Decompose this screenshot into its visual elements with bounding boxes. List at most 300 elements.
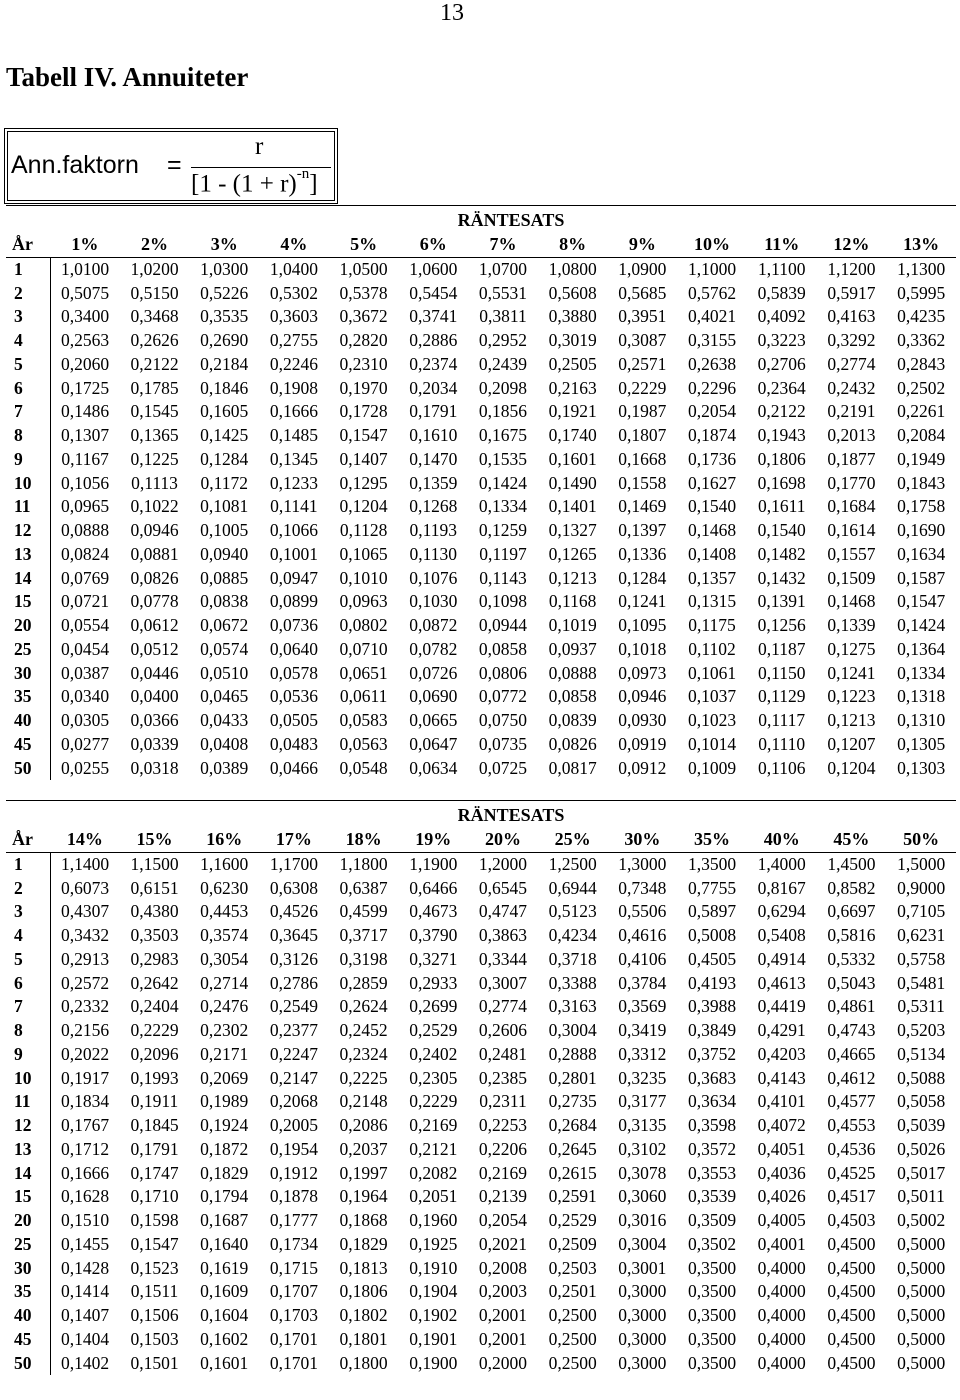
annuity-factor-cell: 0,1364 — [897, 638, 946, 659]
year-cell: 12 — [6, 519, 50, 543]
annuity-factor-cell: 0,1225 — [130, 448, 179, 469]
heading-rule — [6, 800, 956, 801]
annuity-factor-cell: 0,0305 — [61, 710, 110, 730]
rate-column-header: 14% — [50, 828, 120, 852]
annuity-factor-cell: 0,1701 — [269, 1352, 318, 1373]
annuity-factor-cell: 1,4000 — [757, 853, 806, 874]
annuity-factor-cell: 0,0772 — [478, 686, 528, 707]
annuity-factor-cell: 0,3988 — [687, 996, 737, 1017]
annuity-factor-cell: 0,1315 — [687, 591, 737, 612]
annuity-factor-cell: 0,1501 — [130, 1352, 179, 1373]
annuity-factor-cell: 0,6545 — [478, 877, 528, 898]
annuity-factor-cell: 0,1725 — [61, 377, 110, 398]
annuity-factor-cell: 0,1758 — [897, 496, 946, 517]
annuity-factor-cell: 0,0446 — [130, 662, 179, 683]
annuity-factor-cell: 0,1334 — [478, 496, 528, 517]
rate-heading — [6, 209, 956, 231]
annuity-factor-cell: 0,5203 — [897, 1020, 946, 1040]
annuity-factor-cell: 0,0454 — [61, 638, 110, 659]
annuity-factor-cell: 0,4001 — [757, 1233, 806, 1254]
annuity-factor-cell: 0,3569 — [618, 996, 667, 1017]
table-row — [6, 852, 956, 876]
annuity-factor-cell: 0,2084 — [897, 425, 946, 445]
table-row — [6, 1019, 956, 1043]
annuity-factor-cell: 0,3574 — [200, 925, 249, 945]
annuity-factor-cell: 0,1407 — [339, 448, 388, 469]
annuity-factor-cell: 0,2500 — [548, 1352, 597, 1373]
annuity-factor-cell: 0,2225 — [339, 1067, 388, 1088]
annuity-factor-cell: 0,2247 — [269, 1043, 318, 1064]
annuity-factor-cell: 0,2253 — [478, 1115, 528, 1135]
annuity-factor-cell: 0,5043 — [827, 972, 876, 993]
annuity-factor-cell: 0,0782 — [409, 638, 458, 659]
annuity-factor-cell: 0,2591 — [548, 1186, 597, 1207]
annuity-factor-cell: 0,4914 — [757, 948, 806, 969]
annuity-factor-cell: 0,1547 — [897, 591, 946, 612]
annuity-factor-cell: 0,3004 — [548, 1020, 597, 1040]
annuity-factor-cell: 0,1407 — [61, 1305, 110, 1325]
annuity-factor-cell: 0,1402 — [61, 1352, 110, 1373]
rate-column-header: 4% — [259, 233, 329, 257]
year-cell: 30 — [6, 662, 50, 686]
annuity-factor-cell: 0,3500 — [687, 1352, 737, 1373]
annuity-factor-cell: 0,4526 — [269, 901, 318, 922]
annuity-factor-cell: 0,1187 — [757, 638, 806, 659]
year-cell: 1 — [6, 852, 50, 876]
annuity-factor-cell: 0,1076 — [409, 567, 458, 588]
annuity-factor-cell: 0,1924 — [200, 1115, 249, 1135]
annuity-factor-cell: 0,1256 — [757, 615, 806, 635]
annuity-factor-cell: 0,1666 — [61, 1162, 110, 1183]
annuity-factor-cell: 0,1014 — [687, 733, 737, 754]
annuity-factor-cell: 0,0483 — [269, 733, 318, 754]
annuity-factor-cell: 0,1703 — [269, 1305, 318, 1325]
annuity-factor-cell: 0,6308 — [269, 877, 318, 898]
annuity-factor-cell: 0,3863 — [478, 925, 528, 945]
annuity-factor-cell: 0,0578 — [269, 662, 318, 683]
annuity-factor-cell: 0,1365 — [130, 425, 179, 445]
year-cell: 8 — [6, 424, 50, 448]
annuity-factor-cell: 0,4665 — [827, 1043, 876, 1064]
annuity-factor-cell: 0,0612 — [130, 615, 179, 635]
annuity-factor-cell: 0,2311 — [479, 1091, 527, 1112]
annuity-factor-cell: 0,2184 — [200, 353, 249, 374]
annuity-factor-cell: 0,5531 — [478, 282, 528, 303]
year-cell: 45 — [6, 1328, 50, 1352]
annuity-factor-cell: 0,2439 — [478, 353, 528, 374]
annuity-factor-cell: 0,4106 — [618, 948, 667, 969]
annuity-factor-cell: 0,0548 — [339, 757, 388, 778]
annuity-factor-cell: 0,1687 — [200, 1210, 249, 1230]
annuity-factor-cell: 0,4380 — [130, 901, 179, 922]
annuity-factor-cell: 0,6697 — [827, 901, 876, 922]
table-row — [6, 1138, 956, 1162]
annuity-factor-cell: 0,0802 — [339, 615, 388, 635]
annuity-factor-cell: 0,1602 — [200, 1328, 249, 1349]
annuity-factor-cell: 0,3060 — [618, 1186, 667, 1207]
annuity-factor-cell: 0,2500 — [548, 1305, 597, 1325]
table-row — [6, 1162, 956, 1186]
annuity-factor-cell: 0,1469 — [618, 496, 667, 517]
annuity-factor-cell: 0,3718 — [548, 948, 597, 969]
annuity-factor-cell: 0,1305 — [897, 733, 946, 754]
annuity-factor-cell: 0,0769 — [61, 567, 110, 588]
annuity-factor-cell: 0,1150 — [757, 662, 806, 683]
annuity-factor-cell: 0,1129 — [757, 686, 806, 707]
annuity-factor-cell: 0,1081 — [200, 496, 249, 517]
annuity-factor-cell: 0,5302 — [269, 282, 318, 303]
year-column-header: År — [6, 828, 50, 852]
annuity-factor-cell: 0,0937 — [548, 638, 597, 659]
annuity-factor-cell: 0,1307 — [61, 425, 110, 445]
annuity-factor-cell: 0,3603 — [269, 306, 318, 327]
annuity-factor-cell: 0,1943 — [757, 425, 806, 445]
annuity-factor-cell: 0,1408 — [687, 543, 737, 564]
annuity-factor-cell: 0,4026 — [757, 1186, 806, 1207]
annuity-factor-cell: 0,1455 — [61, 1233, 110, 1254]
annuity-factor-cell: 0,4092 — [757, 306, 806, 327]
annuity-factor-cell: 0,1213 — [548, 567, 597, 588]
annuity-factor-cell: 0,1829 — [200, 1162, 249, 1183]
annuity-factor-cell: 0,1428 — [61, 1257, 110, 1278]
annuity-factor-cell: 0,1095 — [618, 615, 667, 635]
annuity-factor-cell: 0,3419 — [618, 1020, 667, 1040]
annuity-factor-cell: 0,4616 — [618, 925, 667, 945]
annuity-factor-cell: 0,2690 — [200, 330, 249, 350]
annuity-factor-cell: 0,3054 — [200, 948, 249, 969]
rate-column-header: 20% — [468, 828, 538, 852]
annuity-factor-cell: 0,0318 — [130, 757, 179, 778]
annuity-factor-cell: 0,1117 — [758, 710, 806, 730]
annuity-factor-cell: 0,3535 — [200, 306, 249, 327]
annuity-factor-cell: 0,1801 — [339, 1328, 388, 1349]
annuity-factor-cell: 0,1901 — [409, 1328, 458, 1349]
annuity-factor-cell: 0,4000 — [757, 1328, 806, 1349]
annuity-factor-cell: 0,1628 — [61, 1186, 110, 1207]
annuity-factor-cell: 0,0563 — [339, 733, 388, 754]
year-cell: 15 — [6, 590, 50, 614]
annuity-factor-cell: 0,3000 — [618, 1281, 667, 1302]
annuity-factor-cell: 0,1668 — [618, 448, 667, 469]
annuity-factor-cell: 0,2638 — [687, 353, 737, 374]
annuity-factor-cell: 0,0912 — [618, 757, 667, 778]
annuity-factor-cell: 1,2500 — [548, 853, 597, 874]
annuity-factor-cell: 0,4747 — [478, 901, 528, 922]
rate-column-header: 50% — [886, 828, 956, 852]
annuity-factor-cell: 0,3000 — [618, 1305, 667, 1325]
annuity-factor-cell: 1,0700 — [478, 258, 528, 279]
annuity-factor-cell: 0,2774 — [827, 353, 876, 374]
table-row — [6, 257, 956, 281]
annuity-factor-cell: 0,5995 — [897, 282, 946, 303]
annuity-factor-cell: 0,0505 — [269, 710, 318, 730]
annuity-factor-cell: 0,2500 — [548, 1328, 597, 1349]
table-row — [6, 1114, 956, 1138]
annuity-factor-cell: 0,5816 — [827, 925, 876, 945]
annuity-factor-cell: 1,1300 — [897, 258, 946, 279]
annuity-factor-cell: 0,3292 — [827, 330, 876, 350]
annuity-factor-cell: 0,2060 — [61, 353, 110, 374]
annuity-factor-cell: 0,0465 — [200, 686, 249, 707]
annuity-factor-cell: 0,1172 — [200, 472, 248, 493]
annuity-factor-cell: 0,1233 — [269, 472, 318, 493]
annuity-factor-cell: 0,4291 — [757, 1020, 806, 1040]
annuity-factor-cell: 0,3078 — [618, 1162, 667, 1183]
annuity-factor-cell: 0,1303 — [897, 757, 946, 778]
annuity-table — [6, 828, 956, 1375]
annuity-factor-cell: 0,3004 — [618, 1233, 667, 1254]
table-row — [6, 472, 956, 496]
annuity-factor-cell: 0,0640 — [269, 638, 318, 659]
annuity-factor-cell: 0,2000 — [478, 1352, 528, 1373]
annuity-factor-cell: 0,1925 — [409, 1233, 458, 1254]
annuity-factor-cell: 0,3126 — [269, 948, 318, 969]
annuity-factor-cell: 0,1675 — [478, 425, 528, 445]
annuity-factor-cell: 0,1535 — [478, 448, 528, 469]
table-row — [6, 948, 956, 972]
annuity-factor-cell: 0,1728 — [339, 401, 388, 422]
annuity-factor-cell: 0,4101 — [757, 1091, 806, 1112]
annuity-factor-cell: 0,3432 — [61, 925, 110, 945]
annuity-factor-cell: 0,0726 — [409, 662, 458, 683]
annuity-factor-cell: 0,2082 — [409, 1162, 458, 1183]
annuity-factor-cell: 0,3572 — [687, 1138, 737, 1159]
annuity-factor-cell: 1,1400 — [61, 853, 110, 874]
annuity-factor-cell: 0,4072 — [757, 1115, 806, 1135]
annuity-factor-cell: 0,3271 — [409, 948, 458, 969]
annuity-factor-cell: 0,2699 — [409, 996, 458, 1017]
annuity-factor-cell: 0,4021 — [687, 306, 737, 327]
table-row — [6, 1209, 956, 1233]
annuity-factor-cell: 0,1707 — [269, 1281, 318, 1302]
rate-column-header: 18% — [329, 828, 399, 852]
annuity-factor-cell: 0,2169 — [478, 1162, 528, 1183]
annuity-factor-cell: 0,1987 — [618, 401, 667, 422]
annuity-factor-cell: 0,2001 — [478, 1328, 528, 1349]
annuity-factor-cell: 0,1712 — [61, 1138, 110, 1159]
annuity-factor-cell: 0,7348 — [618, 877, 667, 898]
annuity-factor-cell: 0,1598 — [130, 1210, 179, 1230]
annuity-factor-cell: 0,6294 — [757, 901, 806, 922]
rate-column-header: 35% — [677, 828, 747, 852]
annuity-factor-cell: 0,1284 — [618, 567, 667, 588]
annuity-factor-cell: 0,1911 — [130, 1091, 179, 1112]
annuity-factor-cell: 0,4553 — [827, 1115, 876, 1135]
annuity-factor-cell: 0,0721 — [61, 591, 110, 612]
year-cell: 20 — [6, 614, 50, 638]
year-cell: 4 — [6, 329, 50, 353]
annuity-factor-cell: 0,0710 — [339, 638, 388, 659]
annuity-factor-cell: 0,1777 — [269, 1210, 318, 1230]
year-cell: 50 — [6, 1352, 50, 1376]
annuity-factor-cell: 0,1619 — [200, 1257, 249, 1278]
annuity-factor-cell: 0,1018 — [618, 638, 667, 659]
year-cell: 6 — [6, 377, 50, 401]
annuity-factor-cell: 0,1993 — [130, 1067, 179, 1088]
annuity-factor-cell: 0,1634 — [897, 543, 946, 564]
annuity-factor-cell: 0,1740 — [548, 425, 597, 445]
annuity-factor-cell: 0,2571 — [618, 353, 667, 374]
annuity-factor-cell: 0,1640 — [200, 1233, 249, 1254]
annuity-factor-cell: 0,3087 — [618, 330, 667, 350]
year-cell: 14 — [6, 1162, 50, 1186]
annuity-factor-cell: 0,7105 — [897, 901, 946, 922]
annuity-factor-cell: 0,2051 — [409, 1186, 458, 1207]
annuity-factor-cell: 0,5481 — [897, 972, 946, 993]
annuity-factor-cell: 0,1241 — [827, 662, 876, 683]
annuity-factor-cell: 0,1960 — [409, 1210, 458, 1230]
annuity-factor-cell: 0,2684 — [548, 1115, 597, 1135]
annuity-factor-cell: 0,2843 — [897, 353, 946, 374]
annuity-factor-cell: 0,2404 — [130, 996, 179, 1017]
annuity-factor-cell: 0,1791 — [130, 1138, 179, 1159]
annuity-factor-cell: 0,4000 — [757, 1305, 806, 1325]
annuity-factor-cell: 0,0536 — [269, 686, 318, 707]
annuity-factor-cell: 0,1710 — [130, 1186, 179, 1207]
annuity-factor-cell: 0,1130 — [409, 543, 458, 564]
year-cell: 4 — [6, 924, 50, 948]
annuity-factor-cell: 1,1000 — [687, 258, 737, 279]
annuity-factor-cell: 0,1065 — [339, 543, 388, 564]
annuity-factor-cell: 0,2147 — [269, 1067, 318, 1088]
formula-equals: = — [167, 151, 182, 179]
annuity-factor-cell: 0,4577 — [827, 1091, 876, 1112]
annuity-factor-cell: 0,2645 — [548, 1138, 597, 1159]
annuity-factor-cell: 0,1794 — [200, 1186, 249, 1207]
formula-exponent: -n — [296, 166, 310, 182]
annuity-factor-cell: 0,1666 — [269, 401, 318, 422]
annuity-factor-cell: 0,1834 — [61, 1091, 110, 1112]
formula-denominator-close: ] — [309, 170, 318, 198]
annuity-factor-cell: 0,1506 — [130, 1305, 179, 1325]
annuity-factor-cell: 0,0750 — [478, 710, 528, 730]
rate-column-header: 40% — [747, 828, 817, 852]
annuity-factor-cell: 0,2302 — [200, 1020, 249, 1040]
annuity-factor-cell: 1,0900 — [618, 258, 667, 279]
annuity-factor-cell: 0,2563 — [61, 330, 110, 350]
annuity-factor-cell: 0,4036 — [757, 1162, 806, 1183]
annuity-factor-cell: 0,1310 — [897, 710, 946, 730]
annuity-factor-cell: 1,0300 — [200, 258, 249, 279]
annuity-factor-cell: 0,2332 — [61, 996, 110, 1017]
annuity-factor-cell: 0,1009 — [687, 757, 737, 778]
annuity-factor-cell: 0,2191 — [827, 401, 876, 422]
annuity-factor-cell: 0,5000 — [897, 1281, 946, 1302]
annuity-factor-cell: 0,1547 — [339, 425, 388, 445]
rate-column-header: 8% — [538, 233, 608, 257]
annuity-factor-cell: 0,1213 — [827, 710, 876, 730]
annuity-factor-cell: 0,0665 — [409, 710, 458, 730]
annuity-factor-cell: 0,1997 — [339, 1162, 388, 1183]
table-row — [6, 305, 956, 329]
annuity-factor-cell: 0,2139 — [478, 1186, 528, 1207]
formula-denominator — [191, 166, 318, 198]
annuity-factor-cell: 0,1336 — [618, 543, 667, 564]
annuity-factor-cell: 0,1414 — [61, 1281, 110, 1302]
annuity-factor-cell: 0,2122 — [130, 353, 179, 374]
annuity-factor-cell: 0,2624 — [339, 996, 388, 1017]
annuity-factor-cell: 0,2913 — [61, 948, 110, 969]
year-cell: 1 — [6, 257, 50, 281]
annuity-factor-cell: 0,1339 — [827, 615, 876, 635]
annuity-factor-cell: 0,1023 — [687, 710, 737, 730]
annuity-factor-cell: 0,4517 — [827, 1186, 876, 1207]
annuity-factor-cell: 0,2022 — [61, 1043, 110, 1064]
annuity-factor-cell: 0,5332 — [827, 948, 876, 969]
rate-column-header: 1% — [50, 233, 120, 257]
annuity-factor-cell: 0,0881 — [130, 543, 179, 564]
rate-column-header: 6% — [398, 233, 468, 257]
year-cell: 3 — [6, 900, 50, 924]
annuity-factor-cell: 0,3634 — [687, 1091, 737, 1112]
annuity-factor-cell: 0,5000 — [897, 1305, 946, 1325]
annuity-factor-cell: 0,0647 — [409, 733, 458, 754]
annuity-factor-cell: 0,0806 — [478, 662, 528, 683]
annuity-factor-cell: 0,2714 — [200, 972, 249, 993]
annuity-factor-cell: 0,1807 — [618, 425, 667, 445]
annuity-factor-cell: 0,3155 — [687, 330, 737, 350]
annuity-factor-cell: 0,2005 — [269, 1115, 318, 1135]
annuity-factor-cell: 0,1175 — [688, 615, 736, 635]
annuity-factor-cell: 0,3500 — [687, 1257, 737, 1278]
annuity-factor-cell: 0,0400 — [130, 686, 179, 707]
annuity-factor-cell: 0,0965 — [61, 496, 110, 517]
annuity-factor-cell: 0,4743 — [827, 1020, 876, 1040]
annuity-factor-cell: 0,4000 — [757, 1352, 806, 1373]
annuity-factor-cell: 0,1113 — [131, 472, 178, 493]
annuity-factor-cell: 1,2000 — [478, 853, 528, 874]
annuity-factor-cell: 0,1868 — [339, 1210, 388, 1230]
annuity-factor-cell: 0,0340 — [61, 686, 110, 707]
annuity-factor-cell: 1,5000 — [897, 853, 946, 874]
annuity-factor-cell: 0,3235 — [618, 1067, 667, 1088]
annuity-factor-cell: 1,0800 — [548, 258, 597, 279]
rate-column-header: 19% — [398, 828, 468, 852]
annuity-factor-cell: 0,4163 — [827, 306, 876, 327]
annuity-factor-cell: 0,3135 — [618, 1115, 667, 1135]
formula-label: Ann.faktorn — [11, 151, 139, 179]
annuity-factor-cell: 0,4503 — [827, 1210, 876, 1230]
rate-column-header: 17% — [259, 828, 329, 852]
table-row — [6, 1090, 956, 1114]
year-cell: 10 — [6, 472, 50, 496]
annuity-factor-cell: 0,3539 — [687, 1186, 737, 1207]
annuity-factor-cell: 0,0672 — [200, 615, 249, 635]
annuity-factor-cell: 0,3784 — [618, 972, 667, 993]
annuity-factor-cell: 0,2305 — [409, 1067, 458, 1088]
annuity-factor-cell: 0,2503 — [548, 1257, 597, 1278]
annuity-factor-cell: 0,1921 — [548, 401, 597, 422]
annuity-factor-cell: 0,2068 — [269, 1091, 318, 1112]
annuity-factor-cell: 0,5000 — [897, 1233, 946, 1254]
rate-column-header: 7% — [468, 233, 538, 257]
annuity-factor-cell: 1,1500 — [130, 853, 179, 874]
annuity-factor-cell: 0,1878 — [269, 1186, 318, 1207]
annuity-factor-cell: 0,0512 — [130, 638, 179, 659]
annuity-factor-cell: 1,1700 — [269, 853, 318, 874]
annuity-factor-cell: 0,1829 — [339, 1233, 388, 1254]
annuity-factor-cell: 0,3102 — [618, 1138, 667, 1159]
annuity-factor-cell: 0,2983 — [130, 948, 179, 969]
annuity-factor-cell: 1,1100 — [757, 258, 806, 279]
table-row — [6, 614, 956, 638]
annuity-factor-cell: 0,2933 — [409, 972, 458, 993]
annuity-factor-cell: 0,3468 — [130, 306, 179, 327]
annuity-factor-cell: 0,0838 — [200, 591, 249, 612]
annuity-factor-cell: 0,1197 — [479, 543, 527, 564]
annuity-factor-cell: 0,1845 — [130, 1115, 179, 1135]
annuity-factor-cell: 1,1200 — [827, 258, 876, 279]
